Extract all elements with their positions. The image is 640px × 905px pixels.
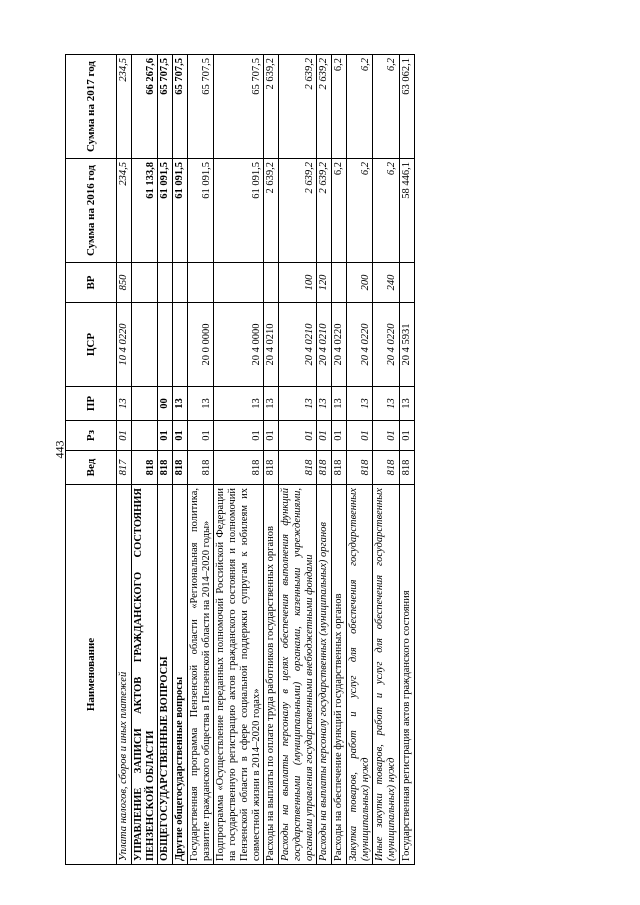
cell-vr [214,263,264,303]
cell-pr: 13 [214,387,264,421]
cell-name: ОБЩЕГОСУДАРСТВЕННЫЕ ВОПРОСЫ [158,485,173,865]
cell-pr: 13 [346,387,373,421]
cell-vr: 120 [317,263,332,303]
cell-name: Расходы на выплаты персоналу государственных (муниципальных) органов [317,485,332,865]
table-row [373,55,400,865]
cell-vr [399,263,414,303]
cell-sum-2016: 61 133,8 [131,159,158,263]
header-rz: Рз [66,421,117,451]
cell-name: Другие общегосударственные вопросы [173,485,188,865]
table-row [187,55,214,865]
cell-rz: 01 [187,421,214,451]
table-row [264,55,279,865]
cell-ved: 818 [346,451,373,485]
header-sum-2016: Сумма на 2016 год [66,159,117,263]
cell-pr: 13 [187,387,214,421]
cell-pr: 13 [117,387,132,421]
cell-pr: 13 [264,387,279,421]
cell-sum-2016: 61 091,5 [158,159,173,263]
cell-csr: 20 4 0000 [214,303,264,387]
cell-ved: 818 [279,451,317,485]
page-number: 443 [52,440,67,459]
cell-rz: 01 [346,421,373,451]
cell-pr [131,387,158,421]
table-row [158,55,173,865]
cell-sum-2017: 2 639,2 [279,55,317,159]
cell-ved: 818 [373,451,400,485]
cell-sum-2016: 6,2 [373,159,400,263]
cell-sum-2017: 6,2 [332,55,347,159]
cell-csr: 20 4 0220 [332,303,347,387]
cell-ved: 817 [117,451,132,485]
header-csr: ЦСР [66,303,117,387]
cell-csr: 20 4 5931 [399,303,414,387]
cell-pr: 13 [399,387,414,421]
cell-sum-2016: 2 639,2 [264,159,279,263]
cell-name: УПРАВЛЕНИЕ ЗАПИСИ АКТОВ ГРАЖДАНСКОГО СОСТОЯНИЯ ПЕНЗЕНСКОЙ ОБЛАСТИ [131,485,158,865]
cell-ved: 818 [214,451,264,485]
cell-sum-2016: 58 446,1 [399,159,414,263]
cell-pr: 13 [279,387,317,421]
cell-name: Подпрограмма «Осуществление переданных полномочий Российской Федерации на государственную регистрацию актов гражданского состояния и полномочий Пензенской области в сфере социальной поддержки супругам к юбилеям их совместной жизни в 2014–2020 годах» [214,485,264,865]
cell-pr: 13 [173,387,188,421]
cell-rz: 01 [173,421,188,451]
cell-name: Уплата налогов, сборов и иных платежей [117,485,132,865]
cell-name: Расходы на выплаты персоналу в целях обеспечения выполнения функций государственными (муниципальными) органами, казенными учреждениями, органами управления государственными внебюджетными фондами [279,485,317,865]
cell-ved: 818 [264,451,279,485]
cell-sum-2017: 65 707,5 [187,55,214,159]
cell-name: Государственная программа Пензенской области «Региональная политика, развитие гражданского общества в Пензенской области на 2014–2020 годы» [187,485,214,865]
cell-vr [131,263,158,303]
table-row [117,55,132,865]
cell-sum-2016: 2 639,2 [279,159,317,263]
cell-sum-2017: 2 639,2 [317,55,332,159]
table-row [279,55,317,865]
header-vr: ВР [66,263,117,303]
cell-ved: 818 [131,451,158,485]
cell-sum-2017: 66 267,6 [131,55,158,159]
cell-sum-2016: 6,2 [332,159,347,263]
cell-rz: 01 [214,421,264,451]
cell-rz: 01 [373,421,400,451]
cell-vr: 850 [117,263,132,303]
cell-sum-2017: 2 639,2 [264,55,279,159]
cell-csr [173,303,188,387]
cell-rz: 01 [158,421,173,451]
cell-pr: 13 [373,387,400,421]
cell-sum-2017: 65 707,5 [158,55,173,159]
cell-rz: 01 [399,421,414,451]
cell-csr [158,303,173,387]
cell-sum-2016: 234,5 [117,159,132,263]
table-row [173,55,188,865]
cell-rz: 01 [117,421,132,451]
cell-ved: 818 [317,451,332,485]
cell-csr: 20 4 0210 [317,303,332,387]
cell-rz [131,421,158,451]
cell-csr [131,303,158,387]
cell-sum-2016: 61 091,5 [173,159,188,263]
cell-sum-2017: 6,2 [346,55,373,159]
cell-sum-2016: 2 639,2 [317,159,332,263]
cell-vr [173,263,188,303]
header-ved: Вед [66,451,117,485]
cell-csr: 20 4 0210 [264,303,279,387]
cell-name: Государственная регистрация актов гражданского состояния [399,485,414,865]
cell-rz: 01 [332,421,347,451]
cell-vr [158,263,173,303]
cell-sum-2017: 234,5 [117,55,132,159]
cell-ved: 818 [399,451,414,485]
cell-name: Расходы на обеспечение функций государственных органов [332,485,347,865]
cell-csr: 20 4 0210 [279,303,317,387]
cell-ved: 818 [332,451,347,485]
cell-ved: 818 [187,451,214,485]
cell-name: Закупка товаров, работ и услуг для обеспечения государственных (муниципальных) нужд [346,485,373,865]
table-row [131,55,158,865]
cell-csr: 20 4 0220 [373,303,400,387]
cell-vr [187,263,214,303]
cell-sum-2017: 6,2 [373,55,400,159]
cell-sum-2017: 65 707,5 [173,55,188,159]
cell-vr: 100 [279,263,317,303]
table-row [214,55,264,865]
cell-sum-2017: 65 707,5 [214,55,264,159]
cell-ved: 818 [158,451,173,485]
table-row [399,55,414,865]
cell-name: Иные закупки товаров, работ и услуг для обеспечения государственных (муниципальных) нужд [373,485,400,865]
header-pr: ПР [66,387,117,421]
rotated-table-container [65,55,415,865]
cell-rz: 01 [279,421,317,451]
cell-vr [264,263,279,303]
cell-pr: 13 [317,387,332,421]
cell-rz: 01 [317,421,332,451]
cell-pr: 13 [332,387,347,421]
cell-pr: 00 [158,387,173,421]
cell-sum-2017: 63 062,1 [399,55,414,159]
cell-name: Расходы на выплаты по оплате труда работников государственных органов [264,485,279,865]
cell-ved: 818 [173,451,188,485]
table-row [346,55,373,865]
cell-csr: 20 4 0220 [346,303,373,387]
cell-vr: 240 [373,263,400,303]
cell-vr: 200 [346,263,373,303]
cell-sum-2016: 61 091,5 [187,159,214,263]
table-row [332,55,347,865]
cell-csr: 20 0 0000 [187,303,214,387]
cell-csr: 10 4 0220 [117,303,132,387]
cell-rz: 01 [264,421,279,451]
cell-sum-2016: 61 091,5 [214,159,264,263]
header-name: Наименование [66,485,117,865]
cell-vr [332,263,347,303]
budget-table [65,54,415,865]
cell-sum-2016: 6,2 [346,159,373,263]
header-sum-2017: Сумма на 2017 год [66,55,117,159]
table-row [317,55,332,865]
table-header-row [66,55,117,865]
